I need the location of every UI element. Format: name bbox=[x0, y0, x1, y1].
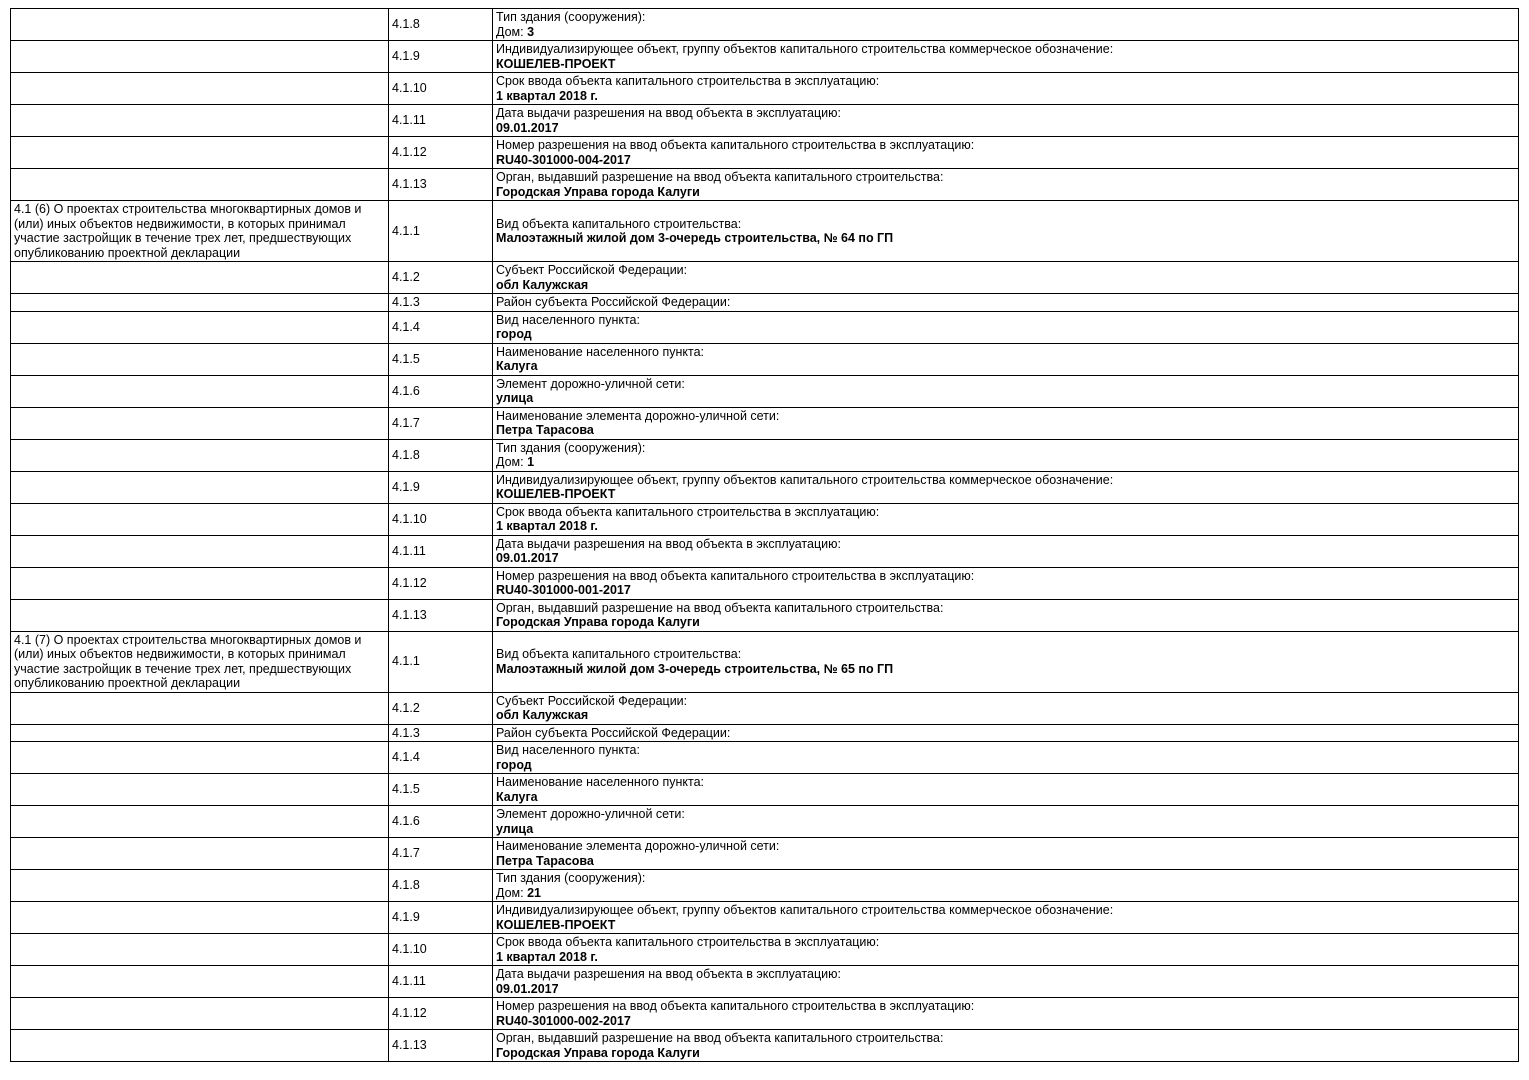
field-value bbox=[496, 327, 1515, 342]
declaration-table-body bbox=[11, 9, 1519, 1062]
field-value bbox=[496, 153, 1515, 168]
row-content bbox=[493, 471, 1519, 503]
table-row bbox=[11, 262, 1519, 294]
section-description bbox=[11, 9, 389, 41]
row-number: 4.1.8 bbox=[389, 870, 493, 902]
row-number: 4.1.3 bbox=[389, 724, 493, 742]
table-row bbox=[11, 838, 1519, 870]
field-value-bold: 1 квартал 2018 г. bbox=[496, 949, 598, 964]
field-label: Наименование населенного пункта: bbox=[496, 775, 705, 789]
field-value bbox=[496, 487, 1515, 502]
field-value-bold: город bbox=[496, 757, 532, 772]
field-label: Тип здания (сооружения): bbox=[496, 10, 646, 24]
field-value-bold: КОШЕЛЕВ-ПРОЕКТ bbox=[496, 56, 616, 71]
field-value-prefix: Дом: bbox=[496, 24, 528, 39]
section-description bbox=[11, 870, 389, 902]
row-number: 4.1.8 bbox=[389, 439, 493, 471]
field-value-bold: город bbox=[496, 327, 532, 341]
field-label: Субъект Российской Федерации: bbox=[496, 693, 688, 708]
field-value bbox=[496, 231, 1515, 246]
row-number: 4.1.7 bbox=[389, 838, 493, 870]
section-description bbox=[11, 599, 389, 631]
field-value bbox=[496, 583, 1515, 598]
row-content bbox=[493, 742, 1519, 774]
field-label: Дата выдачи разрешения на ввод объекта в эксплуатацию: bbox=[496, 536, 841, 551]
field-value bbox=[496, 982, 1515, 997]
table-row bbox=[11, 9, 1519, 41]
table-row bbox=[11, 407, 1519, 439]
field-value bbox=[496, 758, 1515, 773]
field-label: Вид населенного пункта: bbox=[496, 743, 640, 757]
field-value-bold: Малоэтажный жилой дом 3-очередь строительства, № 65 по ГП bbox=[496, 661, 894, 676]
field-label: Элемент дорожно-уличной сети: bbox=[496, 376, 685, 391]
section-description bbox=[11, 998, 389, 1030]
field-label: Вид объекта капитального строительства: bbox=[496, 216, 742, 231]
field-label: Номер разрешения на ввод объекта капитального строительства в эксплуатацию: bbox=[496, 138, 975, 152]
field-value bbox=[496, 950, 1515, 965]
field-value-bold: 09.01.2017 bbox=[496, 551, 559, 565]
row-content bbox=[493, 692, 1519, 724]
row-content bbox=[493, 535, 1519, 567]
row-number: 4.1.11 bbox=[389, 105, 493, 137]
row-number: 4.1.2 bbox=[389, 692, 493, 724]
row-number: 4.1.12 bbox=[389, 998, 493, 1030]
table-row bbox=[11, 73, 1519, 105]
row-content bbox=[493, 375, 1519, 407]
field-label: Вид объекта капитального строительства: bbox=[496, 647, 742, 661]
row-number: 4.1.13 bbox=[389, 1030, 493, 1062]
field-value-prefix: Дом: bbox=[496, 455, 528, 469]
row-number: 4.1.4 bbox=[389, 311, 493, 343]
table-row bbox=[11, 870, 1519, 902]
row-number: 4.1.11 bbox=[389, 966, 493, 998]
field-label: Номер разрешения на ввод объекта капитального строительства в эксплуатацию: bbox=[496, 568, 975, 583]
table-row bbox=[11, 966, 1519, 998]
section-description bbox=[11, 902, 389, 934]
field-value-bold: 21 bbox=[527, 885, 542, 900]
row-content bbox=[493, 870, 1519, 902]
section-description bbox=[11, 806, 389, 838]
field-value-bold: Калуга bbox=[496, 789, 538, 804]
row-number: 4.1.11 bbox=[389, 535, 493, 567]
section-description bbox=[11, 407, 389, 439]
field-value-bold: RU40-301000-004-2017 bbox=[496, 152, 631, 167]
section-description bbox=[11, 567, 389, 599]
field-value-bold: 1 квартал 2018 г. bbox=[496, 88, 598, 103]
field-label: Элемент дорожно-уличной сети: bbox=[496, 807, 685, 821]
row-number: 4.1.2 bbox=[389, 262, 493, 294]
field-value-bold: Петра Тарасова bbox=[496, 423, 594, 437]
field-label: Срок ввода объекта капитального строительства в эксплуатацию: bbox=[496, 504, 880, 519]
section-description bbox=[11, 343, 389, 375]
row-content bbox=[493, 503, 1519, 535]
field-value bbox=[496, 1014, 1515, 1029]
table-row bbox=[11, 934, 1519, 966]
field-value-bold: Малоэтажный жилой дом 3-очередь строительства, № 64 по ГП bbox=[496, 231, 894, 245]
row-content bbox=[493, 294, 1519, 312]
table-row bbox=[11, 169, 1519, 201]
row-content bbox=[493, 902, 1519, 934]
row-content bbox=[493, 806, 1519, 838]
row-number: 4.1.13 bbox=[389, 169, 493, 201]
field-label: Срок ввода объекта капитального строительства в эксплуатацию: bbox=[496, 935, 880, 949]
table-row bbox=[11, 503, 1519, 535]
row-content bbox=[493, 724, 1519, 742]
field-value-bold: 09.01.2017 bbox=[496, 120, 559, 135]
table-row bbox=[11, 631, 1519, 692]
section-description bbox=[11, 262, 389, 294]
row-number: 4.1.5 bbox=[389, 774, 493, 806]
field-label: Орган, выдавший разрешение на ввод объекта капитального строительства: bbox=[496, 600, 944, 615]
field-value-bold: КОШЕЛЕВ-ПРОЕКТ bbox=[496, 487, 616, 501]
row-content bbox=[493, 838, 1519, 870]
field-value bbox=[496, 918, 1515, 933]
field-value-bold: 09.01.2017 bbox=[496, 981, 559, 996]
field-label: Вид населенного пункта: bbox=[496, 312, 640, 327]
field-value bbox=[496, 121, 1515, 136]
row-content bbox=[493, 201, 1519, 262]
field-value bbox=[496, 359, 1515, 374]
section-description bbox=[11, 774, 389, 806]
section-description: 4.1 (6) О проектах строительства многоквартирных домов и (или) иных объектов недвижимости, в которых принимал участие застройщик в течение трех лет, предшествующих опубликованию проектной декларации bbox=[11, 201, 389, 262]
table-row bbox=[11, 137, 1519, 169]
section-description bbox=[11, 73, 389, 105]
section-description bbox=[11, 471, 389, 503]
field-label: Индивидуализирующее объект, группу объектов капитального строительства коммерческое обозначение: bbox=[496, 472, 1114, 487]
row-number: 4.1.12 bbox=[389, 567, 493, 599]
row-content bbox=[493, 567, 1519, 599]
field-label: Субъект Российской Федерации: bbox=[496, 263, 688, 277]
field-value bbox=[496, 551, 1515, 566]
field-value bbox=[496, 790, 1515, 805]
field-label: Наименование элемента дорожно-уличной сети: bbox=[496, 839, 780, 853]
row-number: 4.1.4 bbox=[389, 742, 493, 774]
row-content bbox=[493, 631, 1519, 692]
row-number: 4.1.10 bbox=[389, 503, 493, 535]
section-description bbox=[11, 692, 389, 724]
row-number: 4.1.6 bbox=[389, 375, 493, 407]
field-value bbox=[496, 391, 1515, 406]
field-label: Номер разрешения на ввод объекта капитального строительства в эксплуатацию: bbox=[496, 999, 975, 1013]
section-description bbox=[11, 294, 389, 312]
table-row bbox=[11, 599, 1519, 631]
row-number: 4.1.1 bbox=[389, 201, 493, 262]
table-row bbox=[11, 774, 1519, 806]
table-row bbox=[11, 375, 1519, 407]
field-value bbox=[496, 886, 1515, 901]
section-description bbox=[11, 535, 389, 567]
table-row bbox=[11, 998, 1519, 1030]
row-content bbox=[493, 1030, 1519, 1062]
table-row bbox=[11, 742, 1519, 774]
field-label: Тип здания (сооружения): bbox=[496, 871, 646, 885]
row-number: 4.1.10 bbox=[389, 73, 493, 105]
field-value bbox=[496, 89, 1515, 104]
section-description bbox=[11, 934, 389, 966]
section-description bbox=[11, 742, 389, 774]
section-description bbox=[11, 724, 389, 742]
field-value bbox=[496, 615, 1515, 630]
row-content bbox=[493, 998, 1519, 1030]
field-value bbox=[496, 1046, 1515, 1061]
field-value bbox=[496, 854, 1515, 869]
section-description bbox=[11, 105, 389, 137]
field-value-bold: RU40-301000-002-2017 bbox=[496, 1013, 631, 1028]
row-content bbox=[493, 966, 1519, 998]
row-number: 4.1.13 bbox=[389, 599, 493, 631]
field-value bbox=[496, 25, 1515, 40]
field-label: Дата выдачи разрешения на ввод объекта в эксплуатацию: bbox=[496, 967, 841, 981]
row-number: 4.1.8 bbox=[389, 9, 493, 41]
table-row bbox=[11, 105, 1519, 137]
field-value-bold: 1 квартал 2018 г. bbox=[496, 519, 598, 533]
row-content bbox=[493, 599, 1519, 631]
section-description bbox=[11, 311, 389, 343]
field-label: Индивидуализирующее объект, группу объектов капитального строительства коммерческое обозначение: bbox=[496, 903, 1114, 917]
field-value-bold: Городская Управа города Калуги bbox=[496, 184, 700, 199]
section-description bbox=[11, 375, 389, 407]
field-value-bold: улица bbox=[496, 821, 534, 836]
table-row bbox=[11, 311, 1519, 343]
row-number: 4.1.7 bbox=[389, 407, 493, 439]
field-label: Район субъекта Российской Федерации: bbox=[496, 725, 731, 740]
field-label: Орган, выдавший разрешение на ввод объекта капитального строительства: bbox=[496, 170, 944, 184]
table-row bbox=[11, 439, 1519, 471]
row-content bbox=[493, 311, 1519, 343]
field-value bbox=[496, 455, 1515, 470]
field-value-bold: Городская Управа города Калуги bbox=[496, 615, 700, 629]
row-number: 4.1.9 bbox=[389, 902, 493, 934]
table-row bbox=[11, 535, 1519, 567]
field-value bbox=[496, 708, 1515, 723]
field-value-bold: 3 bbox=[527, 24, 535, 39]
field-value bbox=[496, 423, 1515, 438]
row-number: 4.1.5 bbox=[389, 343, 493, 375]
field-label: Тип здания (сооружения): bbox=[496, 440, 646, 455]
section-description bbox=[11, 439, 389, 471]
field-label: Индивидуализирующее объект, группу объектов капитального строительства коммерческое обозначение: bbox=[496, 42, 1114, 56]
field-value-bold: Петра Тарасова bbox=[496, 853, 594, 868]
section-description bbox=[11, 41, 389, 73]
row-number: 4.1.9 bbox=[389, 41, 493, 73]
row-number: 4.1.12 bbox=[389, 137, 493, 169]
field-label: Орган, выдавший разрешение на ввод объекта капитального строительства: bbox=[496, 1031, 944, 1045]
field-label: Район субъекта Российской Федерации: bbox=[496, 295, 731, 309]
table-row bbox=[11, 294, 1519, 312]
field-value-bold: Городская Управа города Калуги bbox=[496, 1045, 700, 1060]
row-content bbox=[493, 169, 1519, 201]
table-row bbox=[11, 902, 1519, 934]
table-row bbox=[11, 724, 1519, 742]
field-value-bold: КОШЕЛЕВ-ПРОЕКТ bbox=[496, 917, 616, 932]
row-content bbox=[493, 343, 1519, 375]
field-value-bold: Калуга bbox=[496, 359, 538, 373]
section-description bbox=[11, 838, 389, 870]
row-content bbox=[493, 41, 1519, 73]
row-number: 4.1.9 bbox=[389, 471, 493, 503]
field-value bbox=[496, 57, 1515, 72]
section-description bbox=[11, 1030, 389, 1062]
field-label: Срок ввода объекта капитального строительства в эксплуатацию: bbox=[496, 74, 880, 88]
field-value bbox=[496, 185, 1515, 200]
table-row bbox=[11, 1030, 1519, 1062]
field-value-bold: обл Калужская bbox=[496, 277, 589, 292]
field-label: Дата выдачи разрешения на ввод объекта в эксплуатацию: bbox=[496, 106, 841, 120]
row-number: 4.1.3 bbox=[389, 294, 493, 312]
declaration-table bbox=[10, 8, 1519, 1062]
row-content bbox=[493, 105, 1519, 137]
field-value bbox=[496, 822, 1515, 837]
table-row bbox=[11, 471, 1519, 503]
row-number: 4.1.1 bbox=[389, 631, 493, 692]
section-description: 4.1 (7) О проектах строительства многоквартирных домов и (или) иных объектов недвижимости, в которых принимал участие застройщик в течение трех лет, предшествующих опубликованию проектной декларации bbox=[11, 631, 389, 692]
table-row bbox=[11, 692, 1519, 724]
field-value-bold: улица bbox=[496, 391, 534, 405]
section-description bbox=[11, 966, 389, 998]
table-row bbox=[11, 567, 1519, 599]
table-row bbox=[11, 201, 1519, 262]
row-content bbox=[493, 774, 1519, 806]
row-content bbox=[493, 73, 1519, 105]
field-label: Наименование элемента дорожно-уличной сети: bbox=[496, 408, 780, 423]
field-label: Наименование населенного пункта: bbox=[496, 344, 705, 359]
table-row bbox=[11, 41, 1519, 73]
table-row bbox=[11, 343, 1519, 375]
field-value bbox=[496, 278, 1515, 293]
row-content bbox=[493, 262, 1519, 294]
row-content bbox=[493, 439, 1519, 471]
table-row bbox=[11, 806, 1519, 838]
field-value bbox=[496, 662, 1515, 677]
row-number: 4.1.10 bbox=[389, 934, 493, 966]
row-content bbox=[493, 137, 1519, 169]
field-value-bold: RU40-301000-001-2017 bbox=[496, 583, 631, 597]
section-description bbox=[11, 137, 389, 169]
row-number: 4.1.6 bbox=[389, 806, 493, 838]
section-description bbox=[11, 169, 389, 201]
row-content bbox=[493, 934, 1519, 966]
field-value-bold: обл Калужская bbox=[496, 708, 589, 722]
row-content bbox=[493, 407, 1519, 439]
field-value-prefix: Дом: bbox=[496, 885, 528, 900]
field-value bbox=[496, 519, 1515, 534]
field-value-bold: 1 bbox=[527, 455, 535, 469]
row-content bbox=[493, 9, 1519, 41]
section-description bbox=[11, 503, 389, 535]
